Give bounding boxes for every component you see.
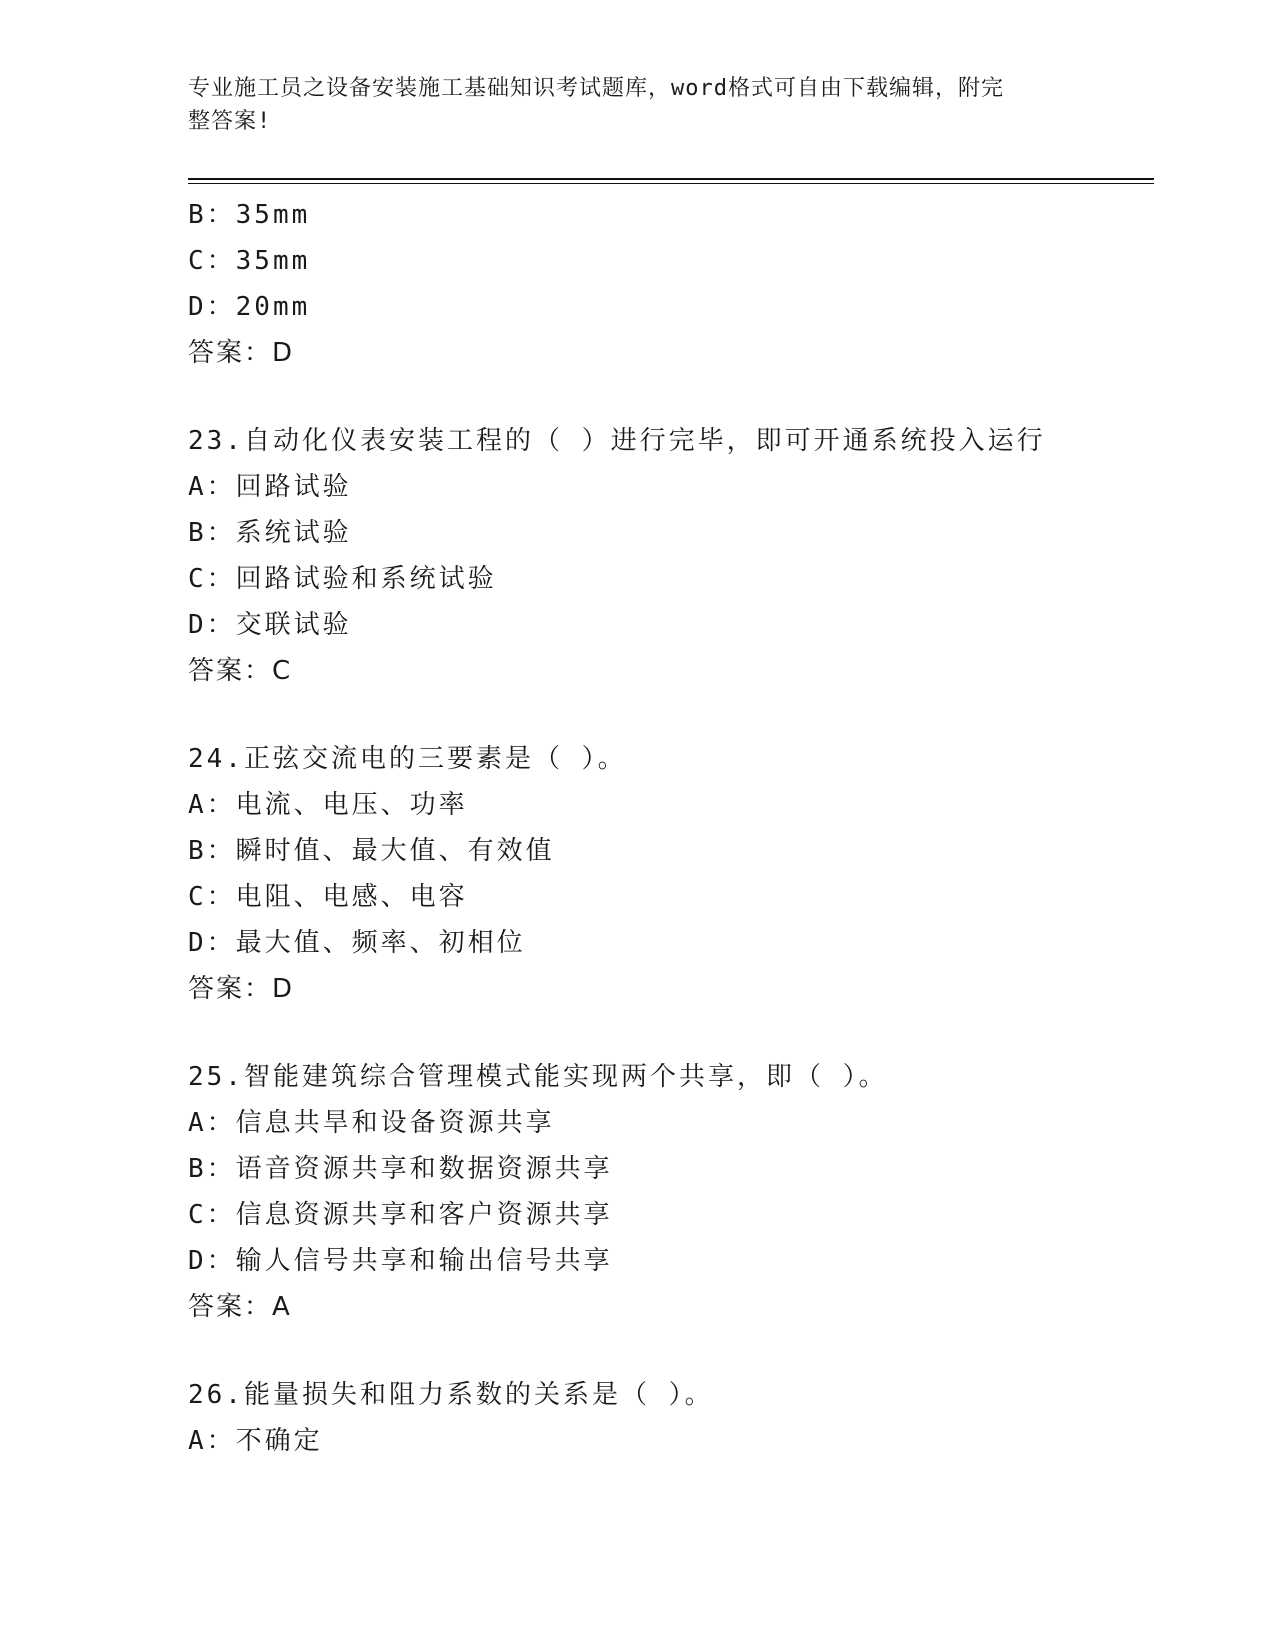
question-text: 24.正弦交流电的三要素是（ ）。 (188, 744, 627, 774)
question-text: 26.能量损失和阻力系数的关系是（ ）。 (188, 1380, 714, 1410)
question-22-continued (188, 192, 1154, 376)
question-text: 25.智能建筑综合管理模式能实现两个共享，即（ ）。 (188, 1062, 888, 1092)
header-line-1: 专业施工员之设备安装施工基础知识考试题库，word格式可自由下载编辑，附完 (188, 76, 1004, 101)
header-line-2: 整答案! (188, 109, 272, 134)
header-divider-thin (188, 183, 1154, 184)
option-c: C：电阻、电感、电容 (188, 882, 468, 912)
option-a: A：不确定 (188, 1426, 323, 1456)
question-26 (188, 1372, 1154, 1464)
document-header (188, 72, 1068, 138)
option-c: C：35mm (188, 246, 311, 276)
question-23 (188, 418, 1154, 694)
option-d: D：输人信号共享和输出信号共享 (188, 1246, 613, 1276)
option-b: B：35mm (188, 200, 311, 230)
option-d: D：20mm (188, 292, 311, 322)
header-divider-thick (188, 178, 1154, 180)
option-b: B：系统试验 (188, 518, 352, 548)
option-a: A：信息共旱和设备资源共享 (188, 1108, 555, 1138)
option-b: B：瞬时值、最大值、有效值 (188, 836, 555, 866)
option-b: B：语音资源共享和数据资源共享 (188, 1154, 613, 1184)
option-d: D：交联试验 (188, 610, 352, 640)
answer-line: 答案：D (188, 974, 295, 1004)
option-c: C：信息资源共享和客户资源共享 (188, 1200, 613, 1230)
answer-line: 答案：A (188, 1292, 292, 1322)
option-d: D：最大值、频率、初相位 (188, 928, 526, 958)
question-25 (188, 1054, 1154, 1330)
answer-line: 答案：D (188, 338, 295, 368)
question-text: 23.自动化仪表安装工程的（ ）进行完毕，即可开通系统投入运行 (188, 426, 1046, 456)
question-list (188, 192, 1154, 1464)
option-c: C：回路试验和系统试验 (188, 564, 497, 594)
option-a: A：回路试验 (188, 472, 352, 502)
answer-line: 答案：C (188, 656, 293, 686)
question-24 (188, 736, 1154, 1012)
option-a: A：电流、电压、功率 (188, 790, 468, 820)
